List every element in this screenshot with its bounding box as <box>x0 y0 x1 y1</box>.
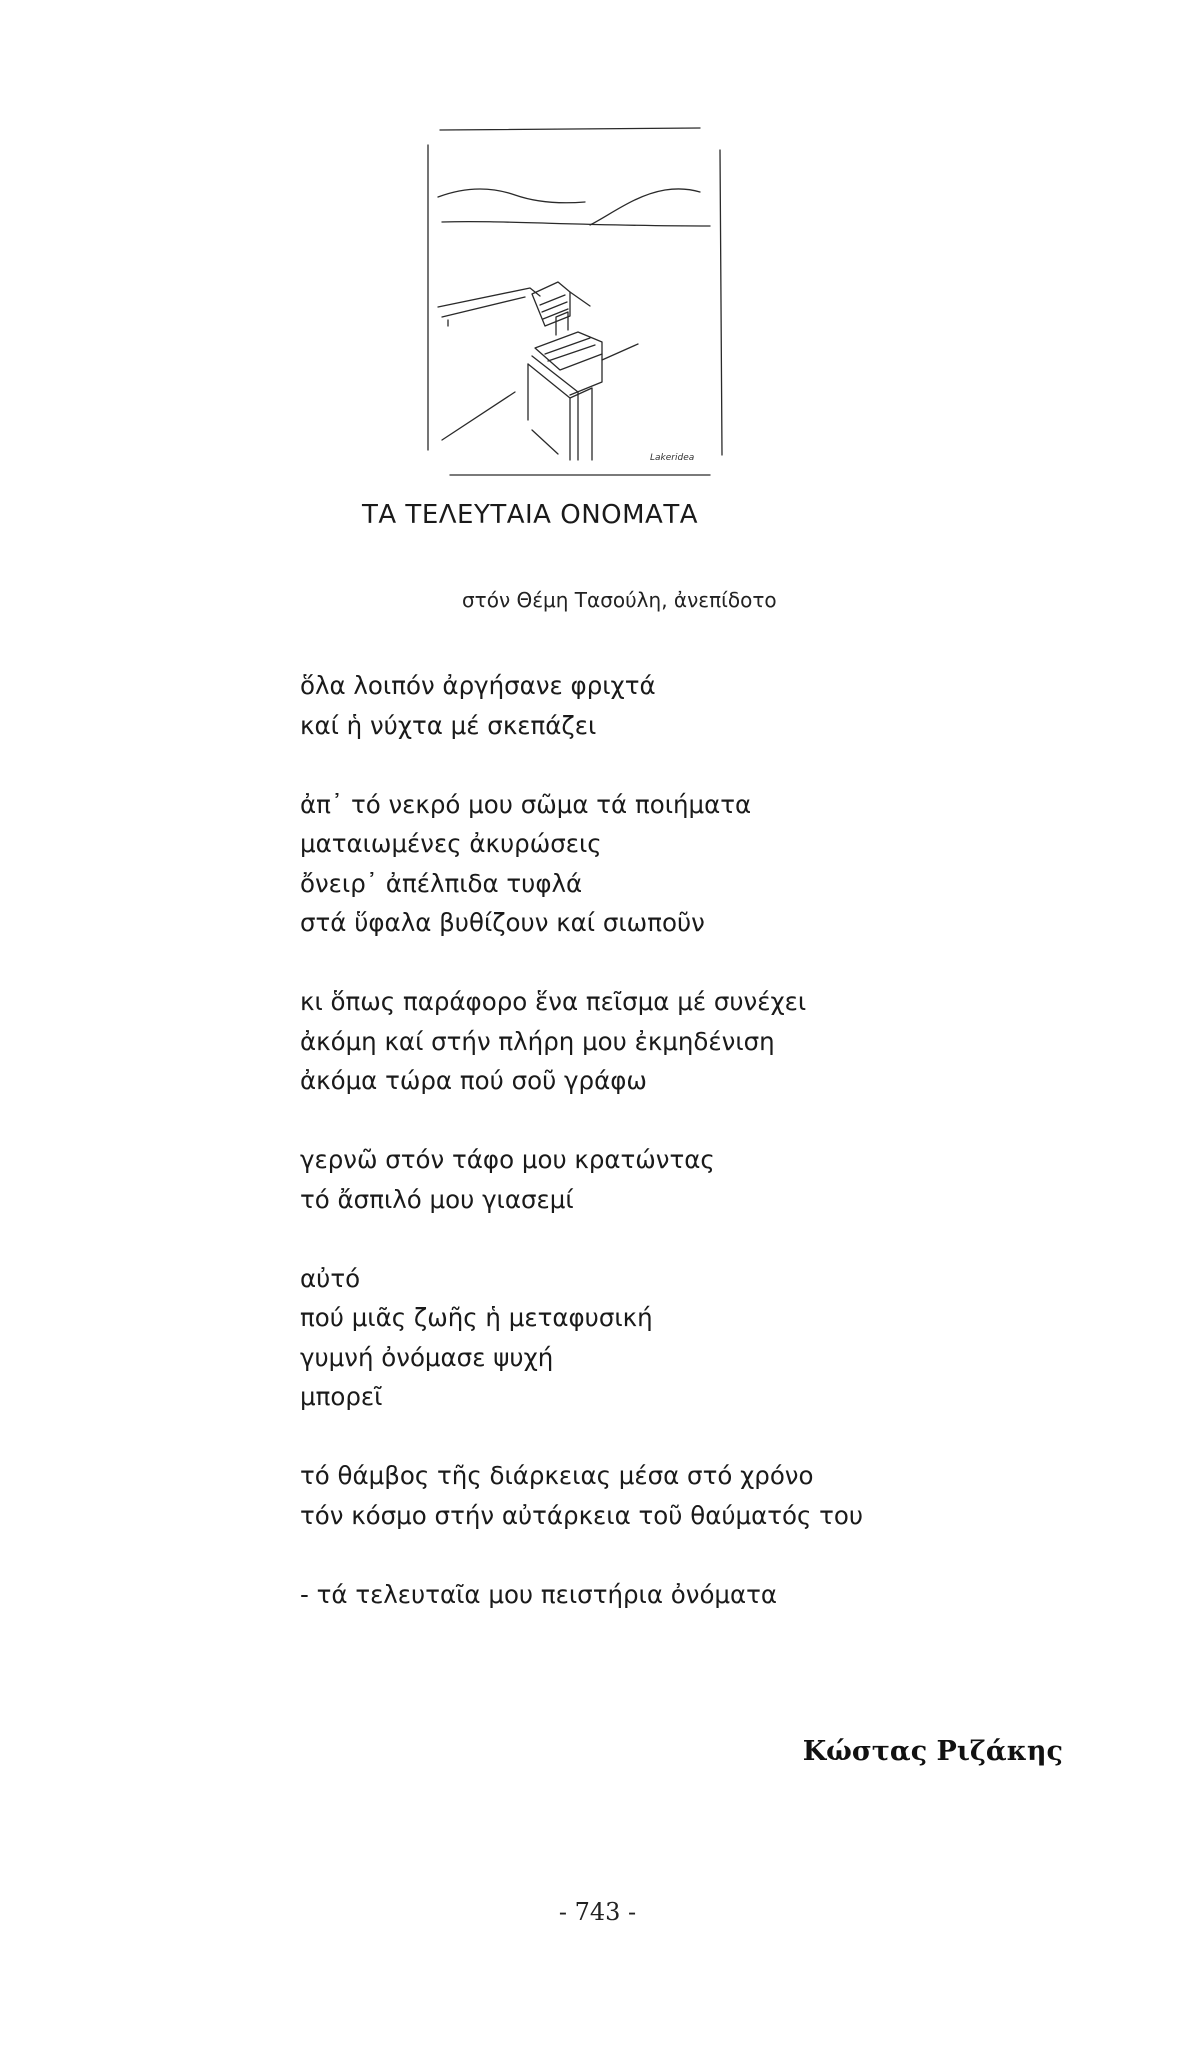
stanza <box>300 1575 1120 1615</box>
poem-line: αὐτό <box>300 1263 361 1293</box>
frame-right-line <box>720 150 722 455</box>
poem-line: γερνῶ στόν τάφο μου κρατώντας <box>300 1145 715 1174</box>
poem-line: ἀπ᾿ τό νεκρό μου σῶμα τά ποιήματα <box>300 789 752 819</box>
author-name: Κώστας Ριζάκης <box>802 1736 1063 1767</box>
stanza <box>300 1140 1120 1219</box>
poem-line: τό ἄσπιλό μου γιασεμί <box>300 1184 574 1214</box>
right-hill <box>590 189 700 225</box>
poem-line: στά ὕφαλα βυθίζουν καί σιωποῦν <box>300 908 705 937</box>
stanza <box>300 666 1120 745</box>
poem-line: μπορεῖ <box>300 1382 383 1411</box>
poem-line: τό θάμβος τῆς διάρκειας μέσα στό χρόνο <box>300 1461 814 1490</box>
left-hill <box>438 189 585 203</box>
house-lower <box>535 332 602 370</box>
artist-signature: Lakeridea <box>650 453 695 463</box>
poem-line: ὅλα λοιπόν ἀργήσανε φριχτά <box>300 671 656 700</box>
poem-line: ματαιωμένες ἀκυρώσεις <box>300 829 602 858</box>
dedication: στόν Θέμη Τασούλη, ἀνεπίδοτο <box>462 588 777 612</box>
sketch-illustration <box>420 120 740 490</box>
poem-line: γυμνή ὀνόμασε ψυχή <box>300 1342 554 1372</box>
frame-top-line <box>440 128 700 130</box>
poem-line: ἀκόμη καί στήν πλήρη μου ἐκμηδένιση <box>300 1026 775 1056</box>
stanza <box>300 785 1120 943</box>
poem-line: κι ὅπως παράφορο ἕνα πεῖσμα μέ συνέχει <box>300 987 807 1016</box>
poem-title: ΤΑ ΤΕΛΕΥΤΑΙΑ ΟΝΟΜΑΤΑ <box>362 500 698 530</box>
poem-line: πού μιᾶς ζωῆς ἡ μεταφυσική <box>300 1303 653 1332</box>
poem-line: καί ἡ νύχτα μέ σκεπάζει <box>300 710 597 740</box>
poem-body <box>300 666 1120 1614</box>
stanza <box>300 1259 1120 1417</box>
poem-line: - τά τελευταῖα μου πειστήρια ὀνόματα <box>300 1579 778 1609</box>
horizon-line <box>442 222 710 226</box>
poem-line: ὄνειρ᾿ ἀπέλπιδα τυφλά <box>300 868 583 898</box>
house-upper <box>532 282 570 326</box>
page-number: - 743 - <box>558 1898 637 1926</box>
stanza <box>300 982 1120 1101</box>
poem-line: ἀκόμα τώρα πού σοῦ γράφω <box>300 1066 647 1095</box>
door <box>556 312 568 335</box>
stanza <box>300 1456 1120 1535</box>
poem-line: τόν κόσμο στήν αὐτάρκεια τοῦ θαύματός του <box>300 1500 864 1530</box>
